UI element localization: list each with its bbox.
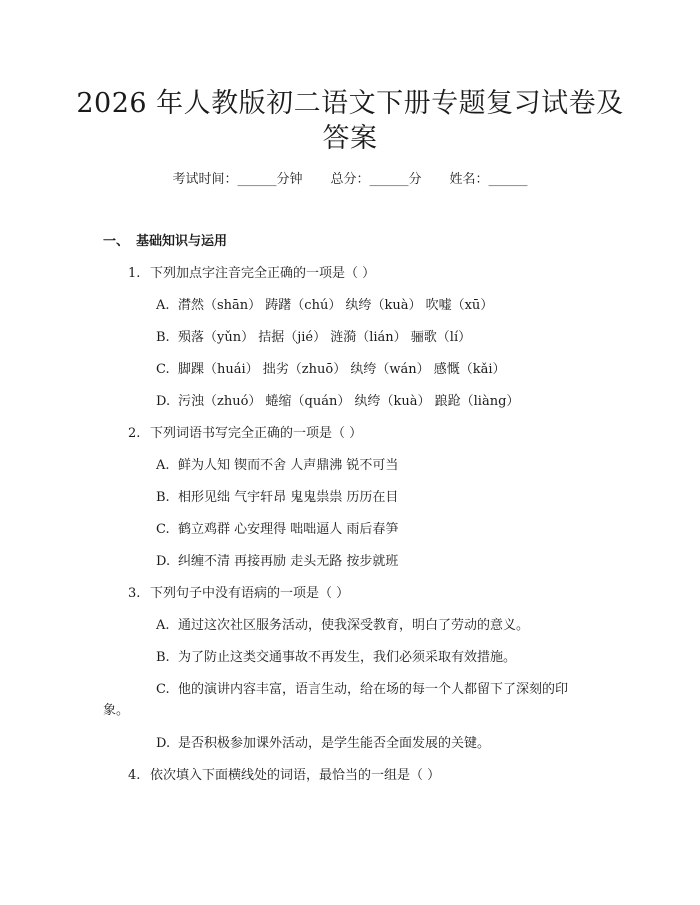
option-text: 鹤立鸡群 心安理得 咄咄逼人 雨后春笋 (178, 522, 399, 537)
option-label: D. (156, 394, 171, 409)
option-label: A. (156, 458, 170, 473)
option-text: 鲜为人知 锲而不舍 人声鼎沸 锐不可当 (178, 458, 399, 473)
option-text: 殒落（yǔn） 拮据（jié） 涟漪（lián） 骊歌（lí） (178, 330, 472, 345)
exam-title-line-2: 答案 (322, 123, 378, 154)
option-text: 污浊（zhuó） 蜷缩（quán） 纨绔（kuà） 踉跄（liàng） (178, 394, 520, 409)
option-text: 他的演讲内容丰富，语言生动，给在场的每一个人都留下了深刻的印 (178, 682, 569, 697)
exam-time-field: 考试时间：______分钟 (172, 172, 303, 187)
option-label: C. (156, 682, 170, 697)
option-label: A. (156, 618, 170, 633)
question-number: 4. (128, 768, 141, 783)
question-number: 1. (128, 266, 141, 281)
question-3-option-d (156, 732, 490, 751)
option-label: D. (156, 554, 171, 569)
question-3-option-c (156, 678, 568, 697)
option-label: C. (156, 522, 170, 537)
option-text: 是否积极参加课外活动，是学生能否全面发展的关键。 (178, 736, 491, 751)
question-4 (128, 764, 440, 783)
option-label: B. (156, 490, 170, 505)
question-3 (128, 582, 349, 601)
question-1-option-b (156, 326, 471, 345)
option-text: 纠缠不清 再接再励 走头无路 按步就班 (178, 554, 399, 569)
question-number: 3. (128, 586, 141, 601)
question-1 (128, 262, 375, 281)
question-2 (128, 422, 362, 441)
option-text: 通过这次社区服务活动，使我深受教育，明白了劳动的意义。 (178, 618, 530, 633)
question-1-option-d (156, 390, 519, 409)
option-text: 脚踝（huái） 拙劣（zhuō） 纨绔（wán） 感慨（kǎi） (178, 362, 506, 377)
question-text: 下列句子中没有语病的一项是（ ） (150, 586, 350, 601)
option-text: 潸然（shān） 踌躇（chú） 纨绔（kuà） 吹嘘（xū） (178, 298, 494, 313)
section-number: 一、 (103, 234, 130, 249)
question-1-option-a (156, 294, 493, 313)
option-text: 为了防止这类交通事故不再发生，我们必须采取有效措施。 (178, 650, 517, 665)
option-label: D. (156, 736, 171, 751)
exam-meta (0, 168, 700, 187)
option-label: A. (156, 298, 170, 313)
option-label: C. (156, 362, 170, 377)
question-1-option-c (156, 358, 506, 377)
option-label: B. (156, 650, 170, 665)
student-name-field: 姓名：______ (449, 172, 528, 187)
option-text: 相形见绌 气宇轩昂 鬼鬼祟祟 历历在目 (178, 490, 399, 505)
question-3-option-b (156, 646, 516, 665)
section-heading (103, 230, 227, 249)
question-text: 下列词语书写完全正确的一项是（ ） (150, 426, 363, 441)
question-3-option-a (156, 614, 529, 633)
question-text: 依次填入下面横线处的词语，最恰当的一组是（ ） (150, 768, 441, 783)
question-2-option-a (156, 454, 398, 473)
question-2-option-d (156, 550, 398, 569)
question-3-option-c-continuation: 象。 (103, 703, 130, 718)
option-label: B. (156, 330, 170, 345)
question-text: 下列加点字注音完全正确的一项是（ ） (150, 266, 376, 281)
question-2-option-b (156, 486, 398, 505)
exam-title-line-1: 2026 年人教版初二语文下册专题复习试卷及 (76, 88, 624, 119)
total-score-field: 总分：______分 (330, 172, 422, 187)
question-2-option-c (156, 518, 398, 537)
section-title: 基础知识与运用 (136, 234, 228, 249)
question-number: 2. (128, 426, 141, 441)
